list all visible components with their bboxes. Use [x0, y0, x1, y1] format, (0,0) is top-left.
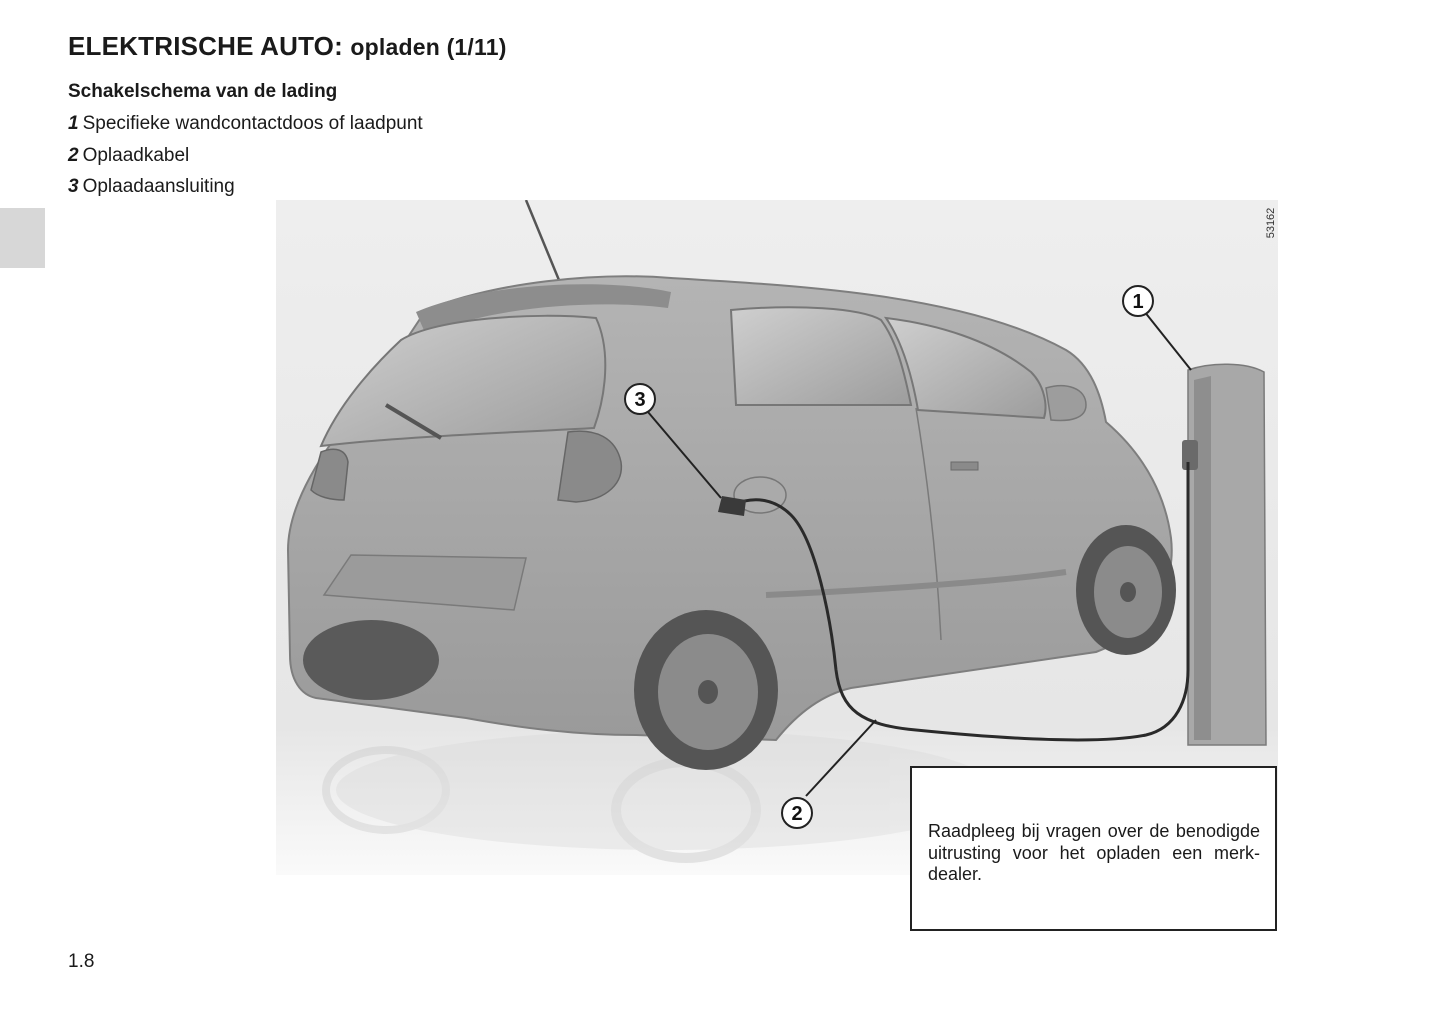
callout-3	[625, 384, 655, 414]
page-title-sub: opladen (1/11)	[350, 34, 507, 60]
figure-reference-number	[1262, 205, 1280, 241]
side-mirror	[1046, 386, 1086, 421]
chapter-tab-marker	[0, 208, 45, 268]
legend-item	[68, 112, 423, 144]
section-subtitle: Schakelschema van de lading	[68, 81, 338, 102]
callout-2-label: 2	[791, 803, 803, 825]
rear-left-wheel	[303, 620, 439, 700]
callout-2	[782, 798, 812, 828]
figure-reference-number-text: 53162	[1265, 207, 1277, 239]
legend-item-text: Oplaadaansluiting	[82, 176, 235, 197]
legend-item-number: 3	[68, 176, 79, 197]
callout-1	[1123, 286, 1153, 316]
advice-note-text: Raadpleeg bij vragen over de benodigde uitrusting voor het opladen een merkdealer.	[928, 821, 1260, 884]
page-number: 1.8	[68, 951, 95, 972]
callout-1-label: 1	[1132, 291, 1144, 313]
legend-item	[68, 144, 423, 176]
legend-item-number: 1	[68, 113, 79, 134]
advice-note-box	[910, 766, 1277, 931]
page-title	[68, 31, 507, 62]
legend-item-text: Oplaadkabel	[82, 144, 190, 166]
rear-wheel	[634, 610, 778, 770]
page-title-main: ELEKTRISCHE AUTO:	[68, 31, 343, 61]
front-wheel	[1076, 525, 1176, 655]
charging-station	[1182, 364, 1266, 745]
legend-item-number: 2	[68, 144, 79, 166]
door-handle	[951, 462, 978, 470]
legend-item-text: Specifieke wandcontactdoos of laadpunt	[82, 113, 423, 134]
callout-3-label: 3	[634, 389, 646, 411]
legend-list	[68, 112, 423, 207]
